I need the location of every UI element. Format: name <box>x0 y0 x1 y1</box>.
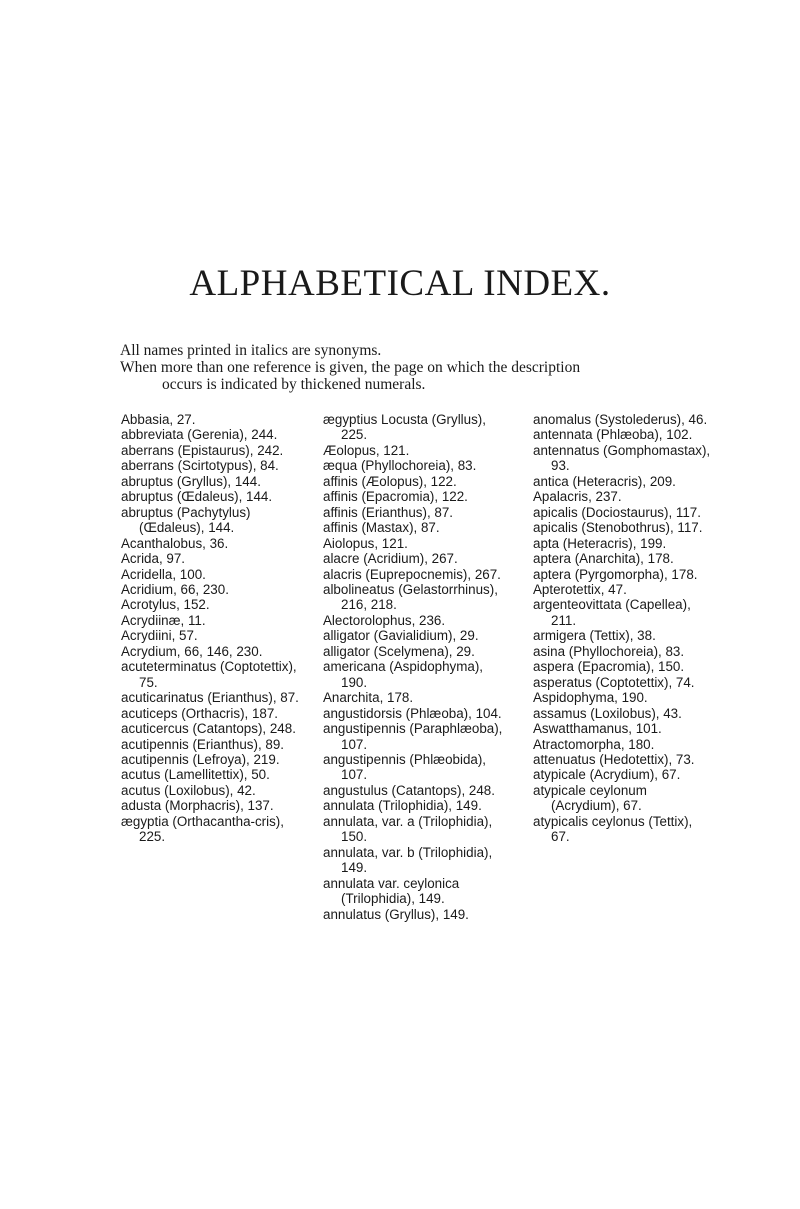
index-entry: anomalus (Systolederus), 46. <box>533 412 708 427</box>
index-entry: atypicalis ceylonus (Tettix), 67. <box>533 813 693 845</box>
index-entry: acutipennis (Erianthus), 89. <box>121 736 285 752</box>
index-entry: Aswatthamanus, 101. <box>533 721 662 737</box>
index-entry: annulata var. ceylonica (Trilophidia), 149. <box>323 875 460 907</box>
index-entry: aptera (Pyrgomorpha), 178. <box>533 566 698 582</box>
index-entry: affinis (Erianthus), 87. <box>323 504 454 520</box>
index-entry: adusta (Morphacris), 137. <box>121 798 274 814</box>
index-entry: acuticercus (Catantops), 248. <box>121 721 296 737</box>
index-entry: Acrotylus, 152. <box>121 597 210 613</box>
index-entry: alligator (Gavialidium), 29. <box>323 628 479 644</box>
intro-line-3: occurs is indicated by thickened numerals. <box>162 376 426 393</box>
index-entry: angustulus (Catantops), 248. <box>323 782 495 798</box>
index-entry: americana (Aspidophyma), 190. <box>323 659 484 690</box>
index-entry: alligator (Scelymena), 29. <box>323 643 475 659</box>
index-entry: Alectorolophus, 236. <box>323 612 446 628</box>
index-entry: attenuatus (Hedotettix), 73. <box>533 751 695 767</box>
index-entry: Apterotettix, 47. <box>533 581 627 597</box>
index-entry: acutus (Loxilobus), 42. <box>121 782 256 798</box>
index-entry: aberrans (Scirtotypus), 84. <box>121 458 279 474</box>
index-entry: antica (Heteracris), 209. <box>533 473 676 489</box>
index-entry: affinis (Mastax), 87. <box>323 520 440 536</box>
index-entry: alacre (Acridium), 267. <box>323 551 458 567</box>
index-entry: affinis (Æolopus), 122. <box>323 473 457 489</box>
index-entry: acuteterminatus (Coptotettix), 75. <box>121 659 297 690</box>
index-entry: albolineatus (Gelastorrhinus), 216, 218. <box>323 581 498 613</box>
index-entry: abbreviata (Gerenia), 244. <box>121 427 278 443</box>
index-entry: acuticarinatus (Erianthus), 87. <box>121 690 299 706</box>
index-entry: antennata (Phlæoba), 102. <box>533 427 693 443</box>
index-entry: alacris (Euprepocnemis), 267. <box>323 566 501 582</box>
index-entry: angustipennis (Paraphlæoba), 107. <box>323 721 503 752</box>
index-entry: acutus (Lamellitettix), 50. <box>121 767 270 783</box>
page-title: ALPHABETICAL INDEX. <box>189 263 611 304</box>
index-entry: armigera (Tettix), 38. <box>533 628 656 644</box>
index-entry: argenteovittata (Capellea), 211. <box>533 597 691 628</box>
index-entry: aberrans (Epistaurus), 242. <box>121 442 284 458</box>
index-entry: antennatus (Gomphomastax), 93. <box>533 442 711 474</box>
index-entry: acuticeps (Orthacris), 187. <box>121 705 279 721</box>
index-entry: Æolopus, 121. <box>323 442 410 458</box>
index-column-3 <box>533 412 713 845</box>
index-column-2 <box>323 412 503 922</box>
intro-notes <box>120 342 710 393</box>
index-entry: Apalacris, 237. <box>533 489 622 505</box>
index-entry: assamus (Loxilobus), 43. <box>533 705 682 721</box>
index-entry: Acrida, 97. <box>121 551 186 567</box>
index-entry: abruptus (Œdaleus), 144. <box>121 489 273 505</box>
intro-line-2: When more than one reference is given, the page on which the description <box>120 359 581 376</box>
index-entry: atypicale (Acrydium), 67. <box>533 767 681 783</box>
index-entry: annulatus (Gryllus), 149. <box>323 906 469 922</box>
index-entry: Acanthalobus, 36. <box>121 535 229 551</box>
index-entry: asperatus (Coptotettix), 74. <box>533 674 695 690</box>
index-entry: Atractomorpha, 180. <box>533 736 655 752</box>
index-entry: Anarchita, 178. <box>323 690 414 706</box>
index-entry: æqua (Phyllochoreia), 83. <box>323 458 477 474</box>
index-entry: Acridium, 66, 230. <box>121 581 229 597</box>
index-entry: Acrydiinæ, 11. <box>121 612 206 628</box>
index-entry: apicalis (Dociostaurus), 117. <box>533 504 701 520</box>
index-entry: apta (Heteracris), 199. <box>533 535 667 551</box>
index-entry: abruptus (Gryllus), 144. <box>121 473 261 489</box>
index-entry: angustipennis (Phlæobida), 107. <box>323 751 487 783</box>
intro-line-1: All names printed in italics are synonyms. <box>120 342 382 359</box>
index-entry: ægyptius Locusta (Gryllus), 225. <box>323 412 486 443</box>
index-entry: Aspidophyma, 190. <box>533 690 648 706</box>
index-entry: Abbasia, 27. <box>121 412 196 427</box>
index-entry: affinis (Epacromia), 122. <box>323 489 468 505</box>
index-entry: atypicale ceylonum (Acrydium), 67. <box>533 782 647 814</box>
index-entry: annulata, var. a (Trilophidia), 150. <box>323 813 493 845</box>
index-column-1 <box>121 412 301 845</box>
index-entry: Acridella, 100. <box>121 566 206 582</box>
index-entry: ægyptia (Orthacantha-cris), 225. <box>121 813 284 845</box>
index-entry: aptera (Anarchita), 178. <box>533 551 674 567</box>
index-entry: abruptus (Pachytylus) (Œdaleus), 144. <box>121 504 251 536</box>
index-entry: apicalis (Stenobothrus), 117. <box>533 520 703 536</box>
index-entry: asina (Phyllochoreia), 83. <box>533 643 685 659</box>
index-entry: Acrydium, 66, 146, 230. <box>121 643 263 659</box>
index-entry: acutipennis (Lefroya), 219. <box>121 751 280 767</box>
index-entry: Acrydiini, 57. <box>121 628 198 644</box>
index-entry: aspera (Epacromia), 150. <box>533 659 685 675</box>
index-entry: annulata, var. b (Trilophidia), 149. <box>323 844 493 876</box>
index-entry: angustidorsis (Phlæoba), 104. <box>323 705 502 721</box>
index-entry: annulata (Trilophidia), 149. <box>323 798 482 814</box>
index-entry: Aiolopus, 121. <box>323 535 408 551</box>
